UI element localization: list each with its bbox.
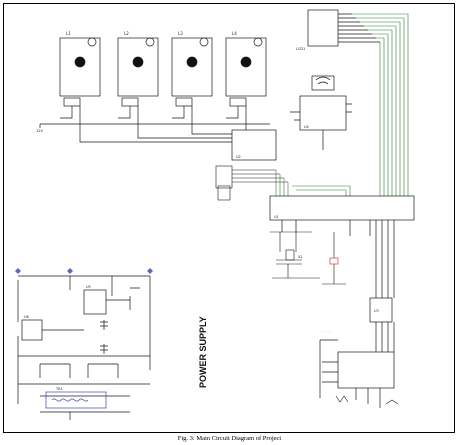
power-supply-title: POWER SUPPLY <box>198 316 208 388</box>
mcu-label: U1 <box>274 215 279 219</box>
power-supply-circuit <box>18 276 150 420</box>
lamp2-label: L2 <box>124 31 129 36</box>
crystal-oscillator <box>270 232 346 284</box>
rf-receiver-module <box>290 76 352 150</box>
crystal-label: X1 <box>298 255 303 259</box>
driver-pin-notes: · · · · · <box>322 329 331 333</box>
microcontroller-ic <box>270 196 414 236</box>
transformer-label: TR1 <box>56 387 63 391</box>
lcd-label: LCD1 <box>296 47 306 51</box>
uln-driver-ic <box>80 106 276 160</box>
lamp4-label: L4 <box>232 31 237 36</box>
figure-caption: Fig. 3: Main Circuit Diagram of Project <box>177 435 282 442</box>
connector-header <box>216 166 288 188</box>
lcd-display <box>308 10 380 46</box>
lamp1-label: L1 <box>66 31 71 36</box>
uln-ic-label: U3 <box>374 309 379 313</box>
motor-symbol <box>336 396 398 404</box>
relay-common-rail <box>40 124 270 128</box>
power-terminal-markers <box>15 268 153 274</box>
reg1-label: U5 <box>86 285 91 289</box>
supply-net-label: 12V <box>36 129 43 133</box>
rx-ic-label: U4 <box>304 125 309 129</box>
lamp3-label: L3 <box>178 31 183 36</box>
reg2-label: U6 <box>24 315 29 319</box>
data-bus <box>276 14 408 196</box>
uln-label: U2 <box>236 155 241 159</box>
motor-driver-ic <box>320 236 394 408</box>
